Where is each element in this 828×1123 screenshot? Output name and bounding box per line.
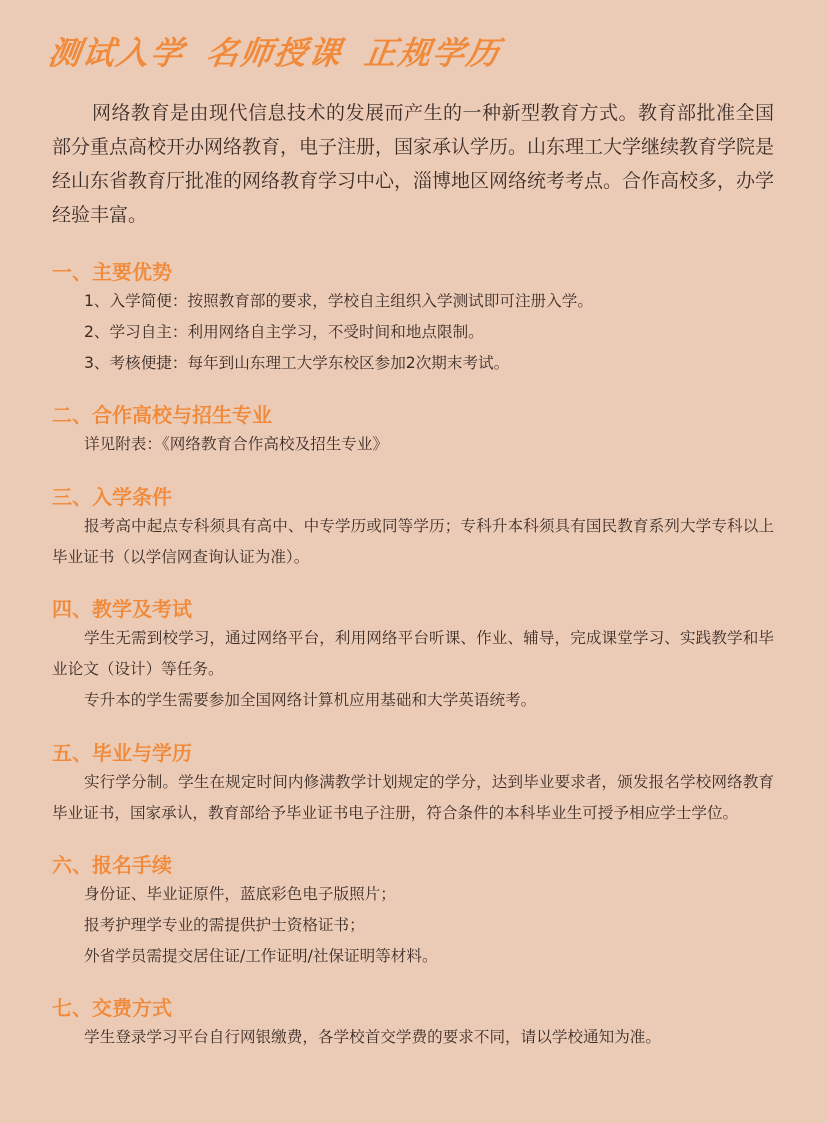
section-title: 六、报名手续: [52, 853, 172, 877]
section-graduation: [52, 739, 774, 829]
advantage-item: 2、学习自主：利用网络自主学习，不受时间和地点限制。: [84, 323, 484, 341]
headline-part-3: 正规学历: [361, 34, 504, 72]
payment-line: 学生登录学习平台自行网银缴费，各学校首交学费的要求不同，请以学校通知为准。: [84, 1028, 661, 1046]
section-title: 五、毕业与学历: [52, 741, 192, 765]
teaching-paragraph: 学生无需到校学习，通过网络平台，利用网络平台听课、作业、辅导，完成课堂学习、实践教学和毕业论文（设计）等任务。: [52, 629, 774, 678]
section-body: [52, 623, 774, 716]
headline-part-1: 测试入学: [45, 34, 188, 72]
graduation-paragraph: 实行学分制。学生在规定时间内修满教学计划规定的学分，达到毕业要求者，颁发报名学校网络教育毕业证书，国家承认，教育部给予毕业证书电子注册，符合条件的本科毕业生可授予相应学士学位。: [52, 773, 774, 822]
exam-paragraph: 专升本的学生需要参加全国网络计算机应用基础和大学英语统考。: [84, 691, 537, 709]
advantage-item: 1、入学简便：按照教育部的要求，学校自主组织入学测试即可注册入学。: [84, 292, 593, 310]
section-teaching-exams: [52, 595, 774, 716]
section-title: 七、交费方式: [52, 996, 172, 1020]
section-body: [52, 1022, 774, 1053]
section-body: [52, 767, 774, 829]
section-registration: [52, 851, 774, 972]
registration-item: 外省学员需提交居住证/工作证明/社保证明等材料。: [84, 947, 438, 965]
section-payment: [52, 994, 774, 1053]
section-partner-schools: [52, 401, 774, 460]
registration-item: 报考护理学专业的需提供护士资格证书；: [84, 916, 365, 934]
section-admission-requirements: [52, 483, 774, 573]
intro-paragraph: 网络教育是由现代信息技术的发展而产生的一种新型教育方式。教育部批准全国部分重点高校开办网络教育，电子注册，国家承认学历。山东理工大学继续教育学院是经山东省教育厅批准的网络教育学习中心，淄博地区网络统考考点。合作高校多，办学经验丰富。: [52, 102, 775, 226]
section-main-advantages: [52, 258, 774, 379]
section-title: 二、合作高校与招生专业: [52, 403, 272, 427]
advantage-item: 3、考核便捷：每年到山东理工大学东校区参加2次期末考试。: [84, 354, 510, 372]
requirements-paragraph: 报考高中起点专科须具有高中、中专学历或同等学历；专科升本科须具有国民教育系列大学专科以上毕业证书（以学信网查询认证为准）。: [52, 517, 774, 566]
headline-part-2: 名师授课: [203, 34, 346, 72]
registration-item: 身份证、毕业证原件，蓝底彩色电子版照片；: [84, 885, 396, 903]
section-title: 一、主要优势: [52, 260, 172, 284]
headline: [46, 28, 527, 74]
section-title: 四、教学及考试: [52, 597, 192, 621]
section-body: [52, 286, 774, 379]
section-title: 三、入学条件: [52, 485, 172, 509]
reference-line: 详见附表：《网络教育合作高校及招生专业》: [84, 435, 389, 453]
section-body: [52, 879, 774, 972]
section-body: [52, 429, 774, 460]
section-body: [52, 511, 774, 573]
